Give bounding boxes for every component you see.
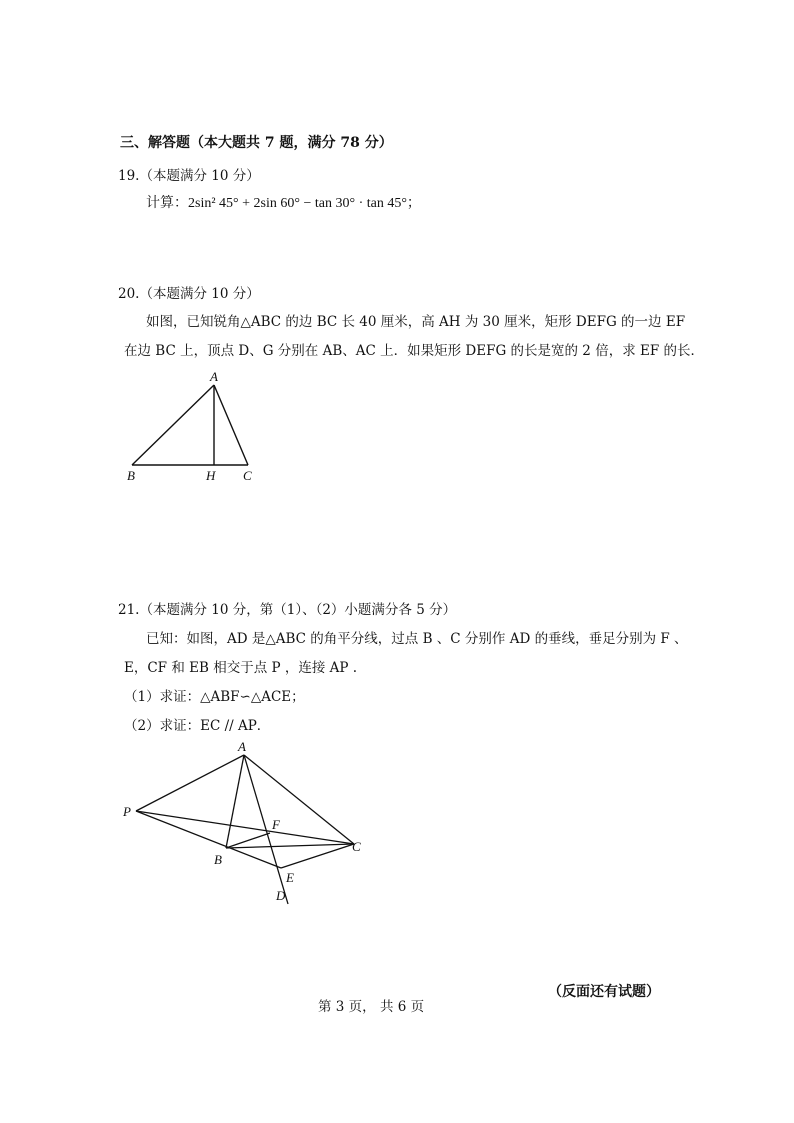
label-d: D [276, 888, 286, 903]
label-p: P [123, 804, 131, 819]
q21-header: 21.（本题满分 10 分，第（1）、（2）小题满分各 5 分） [118, 602, 457, 618]
side-ab [132, 385, 214, 465]
label-c: C [243, 468, 252, 483]
label-f: F [272, 817, 280, 832]
segment-pe [136, 811, 281, 868]
label-c: C [352, 839, 361, 854]
segment-ce [281, 844, 354, 868]
q21-text-line1: 已知：如图，AD 是△ABC 的角平分线，过点 B 、C 分别作 AD 的垂线，垂足分别为 F 、 [146, 631, 688, 647]
label-b: B [214, 852, 222, 867]
q19-expression: 计算：2sin² 45° + 2sin 60° − tan 30° · tan 45°； [146, 196, 421, 211]
label-a: A [210, 369, 218, 384]
section-title: 三、解答题（本大题共 7 题，满分 78 分） [120, 135, 393, 151]
label-a: A [238, 739, 246, 754]
q21-part2: （2）求证：EC // AP． [124, 718, 271, 734]
label-h: H [206, 468, 216, 483]
q20-header: 20.（本题满分 10 分） [118, 286, 260, 302]
page-number: 第 3 页， 共 6 页 [318, 999, 425, 1015]
segment-bc [226, 844, 354, 848]
side-ac [214, 385, 248, 465]
segment-ab [226, 755, 244, 848]
q21-text-line2: E，CF 和 EB 相交于点 P ，连接 AP . [124, 660, 358, 676]
continued-note: （反面还有试题） [548, 984, 660, 1000]
q19-header: 19.（本题满分 10 分） [118, 168, 260, 184]
q20-text-line1: 如图，已知锐角△ABC 的边 BC 长 40 厘米，高 AH 为 30 厘米，矩形 DEFG 的一边 EF [146, 314, 686, 330]
q21-part1: （1）求证：△ABF∽△ACE； [124, 689, 305, 705]
label-b: B [127, 468, 135, 483]
label-e: E [286, 870, 294, 885]
q20-triangle-figure [120, 368, 270, 486]
segment-bf [226, 833, 270, 848]
segment-ac [244, 755, 354, 844]
q20-text-line2: 在边 BC 上，顶点 D、G 分别在 AB、AC 上．如果矩形 DEFG 的长是宽的 2 倍，求 EF 的长． [124, 343, 704, 359]
segment-pa [136, 755, 244, 811]
segment-pc [136, 811, 354, 844]
q21-geometry-figure [118, 738, 378, 908]
segment-ad [244, 755, 288, 904]
